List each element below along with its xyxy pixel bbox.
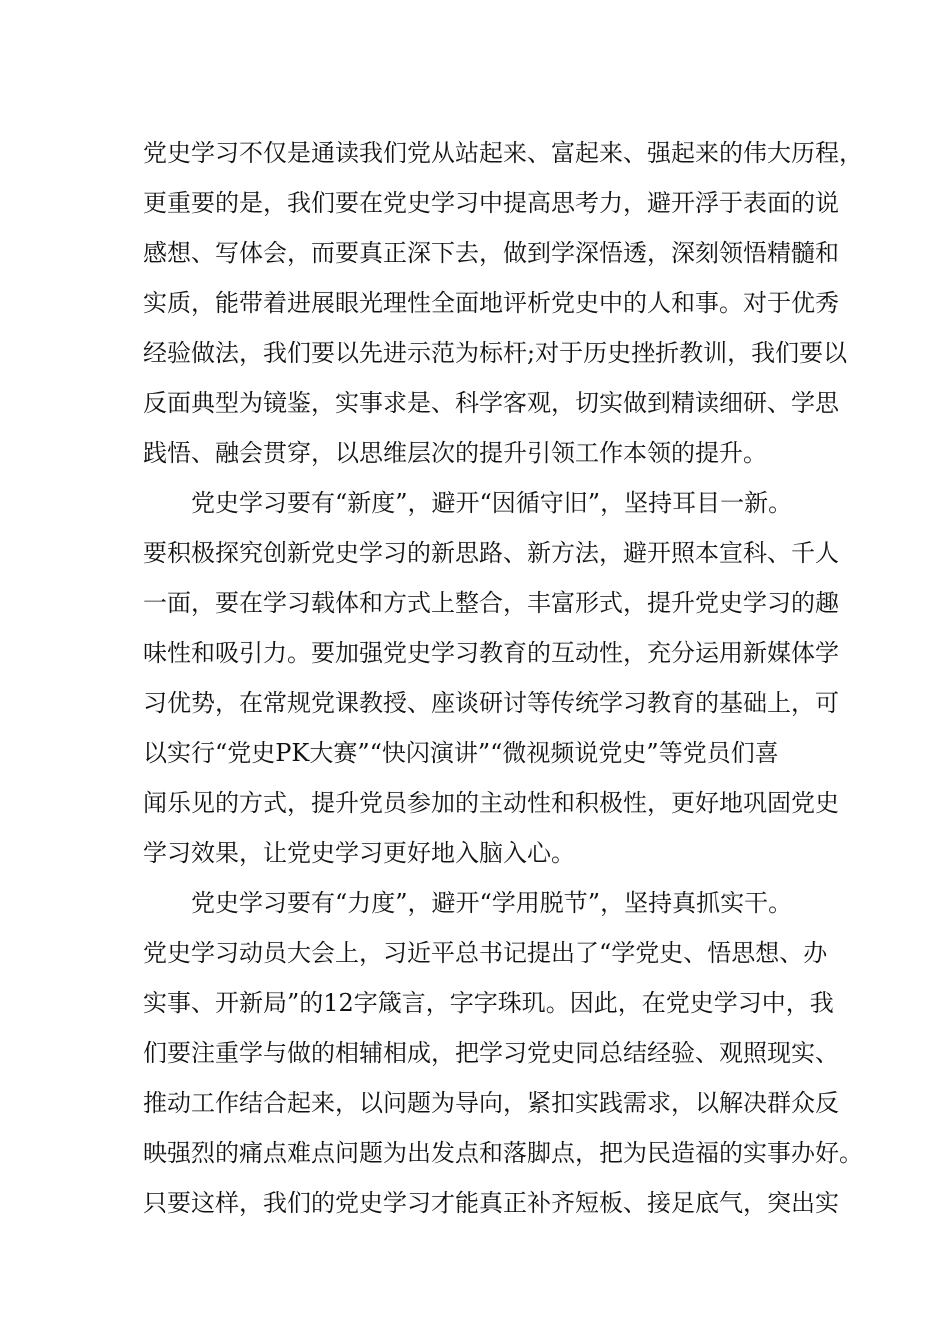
text-line: 只要这样，我们的党史学习才能真正补齐短板、接足底气，突出实 [143, 1189, 839, 1217]
text-line: 一面，要在学习载体和方式上整合，丰富形式，提升党史学习的趣 [143, 589, 839, 617]
text-line: 味性和吸引力。要加强党史学习教育的互动性，充分运用新媒体学 [143, 639, 839, 667]
text-line: 推动工作结合起来，以问题为导向，紧扣实践需求，以解决群众反 [143, 1089, 839, 1117]
text-line: 要积极探究创新党史学习的新思路、新方法，避开照本宣科、千人 [143, 539, 839, 567]
text-line: 反面典型为镜鉴，实事求是、科学客观，切实做到精读细研、学思 [143, 389, 839, 417]
text-line: 们要注重学与做的相辅相成，把学习党史同总结经验、观照现实、 [143, 1039, 839, 1067]
document-body [143, 128, 863, 1228]
text-line: 更重要的是，我们要在党史学习中提高思考力，避开浮于表面的说 [143, 189, 839, 217]
text-line: 感想、写体会，而要真正深下去，做到学深悟透，深刻领悟精髓和 [143, 239, 839, 267]
text-line: 映强烈的痛点难点问题为出发点和落脚点，把为民造福的实事办好。 [143, 1139, 863, 1167]
text-line: 学习效果，让党史学习更好地入脑入心。 [143, 839, 575, 867]
text-line: 践悟、融会贯穿，以思维层次的提升引领工作本领的提升。 [143, 439, 767, 467]
paragraph-first-line: 党史学习要有“力度”，避开“学用脱节”，坚持真抓实干。 [191, 889, 793, 917]
text-line: 经验做法，我们要以先进示范为标杆;对于历史挫折教训，我们要以 [143, 339, 848, 367]
text-line: 实质，能带着进展眼光理性全面地评析党史中的人和事。对于优秀 [143, 289, 839, 317]
paragraph-first-line: 党史学习要有“新度”，避开“因循守旧”，坚持耳目一新。 [191, 489, 793, 517]
text-line: 党史学习动员大会上，习近平总书记提出了“学党史、悟思想、办 [143, 939, 828, 967]
text-line: 党史学习不仅是通读我们党从站起来、富起来、强起来的伟大历程， [143, 139, 863, 167]
text-line: 实事、开新局”的12字箴言，字字珠玑。因此，在党史学习中，我 [143, 989, 834, 1017]
text-line: 习优势，在常规党课教授、座谈研讨等传统学习教育的基础上，可 [143, 689, 839, 717]
text-line: 以实行“党史PK大赛”“快闪演讲”“微视频说党史”等党员们喜 [143, 739, 779, 767]
text-line: 闻乐见的方式，提升党员参加的主动性和积极性，更好地巩固党史 [143, 789, 839, 817]
